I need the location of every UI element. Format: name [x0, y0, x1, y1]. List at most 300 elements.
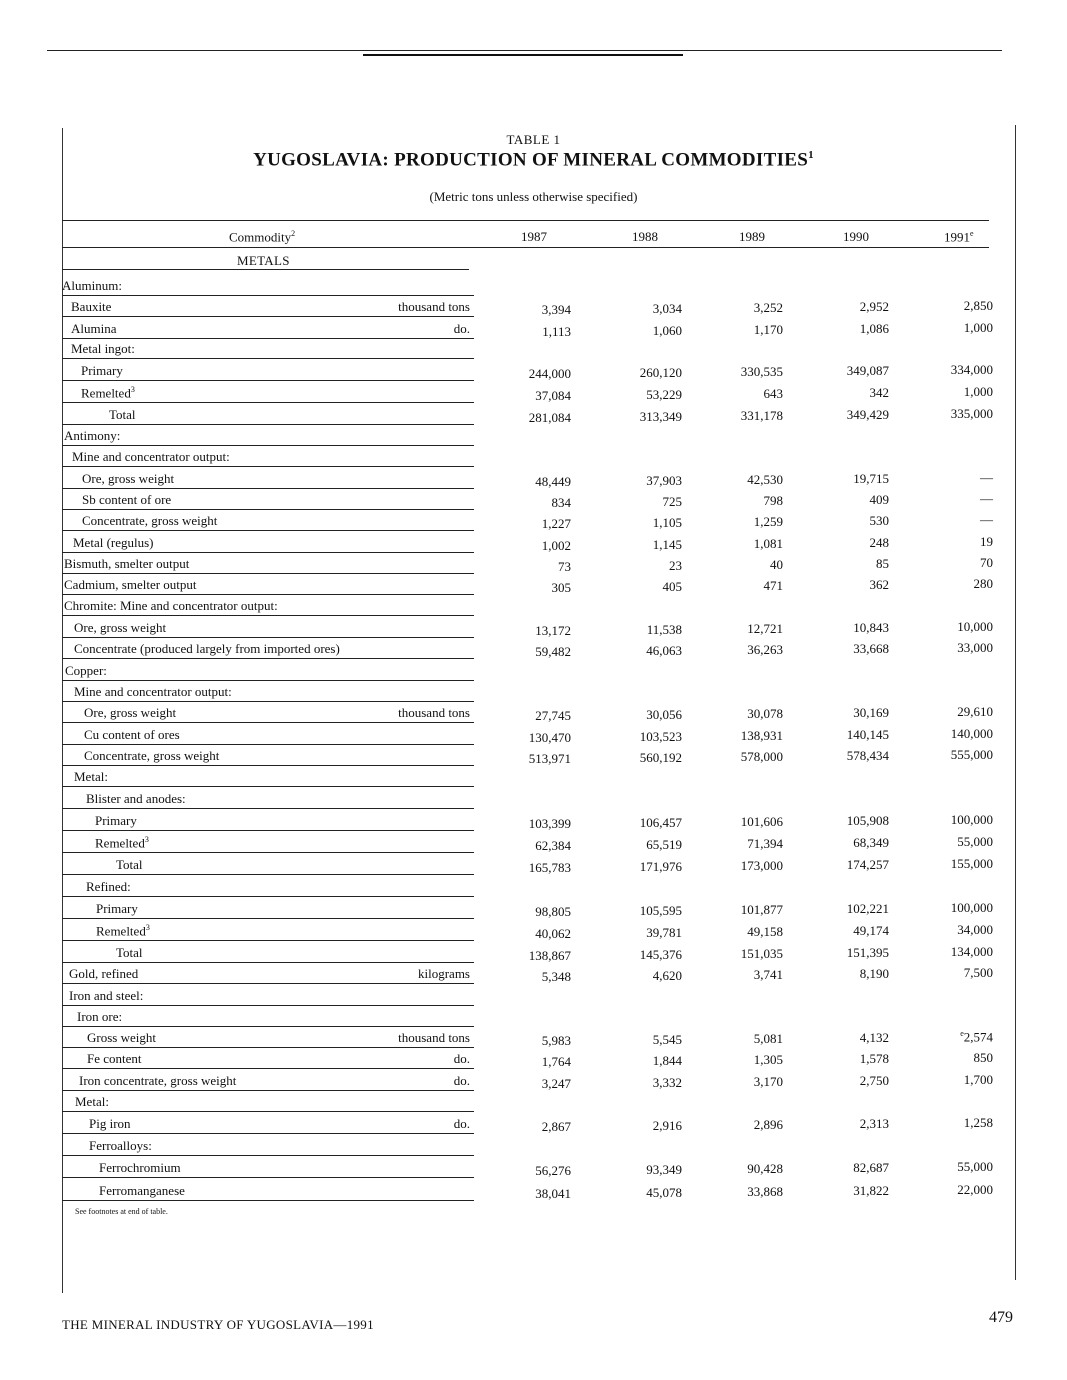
cell-1988 — [592, 707, 682, 723]
cell-value: 349,429 — [846, 407, 889, 422]
row-label-footnote: 3 — [130, 385, 135, 394]
table-row — [0, 510, 1067, 531]
cell-1987 — [481, 559, 571, 575]
cell-1990 — [799, 727, 889, 743]
row-label-footnote: 3 — [145, 923, 150, 932]
estimate-marker: e — [970, 229, 974, 238]
cell-value: 1,700 — [963, 1072, 993, 1087]
cell-value: 3,034 — [652, 301, 682, 316]
cell-1990 — [799, 641, 889, 657]
table-row — [0, 660, 1067, 681]
cell-1988 — [592, 409, 682, 425]
cell-1990 — [799, 945, 889, 961]
cell-1987 — [481, 1119, 571, 1135]
cell-value: 471 — [763, 578, 783, 593]
cell-value: 4,132 — [859, 1030, 889, 1045]
table-row — [0, 942, 1067, 963]
cell-1987 — [481, 644, 571, 660]
estimate-marker: e — [960, 1029, 964, 1038]
row-label — [82, 492, 171, 508]
cell-1991 — [903, 320, 993, 336]
row-rule — [62, 1111, 474, 1112]
cell-1989 — [693, 1031, 783, 1047]
cell-value: 165,783 — [528, 860, 571, 875]
cell-1987 — [481, 1054, 571, 1070]
cell-value: 29,610 — [957, 704, 993, 719]
cell-1988 — [592, 947, 682, 963]
cell-value: 2,952 — [859, 299, 889, 314]
cell-value: 5,348 — [541, 969, 571, 984]
cell-value: 5,545 — [652, 1032, 682, 1047]
row-label-text: Iron concentrate, gross weight — [79, 1073, 237, 1088]
cell-1988 — [592, 815, 682, 831]
cell-1988 — [592, 859, 682, 875]
cell-1987 — [481, 708, 571, 724]
cell-value: 33,000 — [957, 640, 993, 655]
cell-value: 62,384 — [535, 838, 571, 853]
cell-1989 — [693, 642, 783, 658]
cell-1987 — [481, 904, 571, 920]
row-label-text: Metal: — [74, 769, 108, 784]
row-label — [71, 321, 117, 337]
row-unit: thousand tons — [398, 705, 470, 720]
cell-value: 1,000 — [963, 320, 993, 335]
table-row — [0, 1006, 1067, 1027]
cell-value: 27,745 — [535, 708, 571, 723]
cell-value: — — [980, 470, 993, 485]
row-rule — [62, 852, 474, 853]
row-label — [81, 363, 123, 379]
cell-1990 — [799, 923, 889, 939]
row-label-text: Mine and concentrator output: — [74, 684, 232, 699]
cell-value: 330,535 — [740, 364, 783, 379]
cell-1988 — [592, 1032, 682, 1048]
row-rule — [62, 658, 474, 659]
commodity-header-label: Commodity — [229, 229, 292, 245]
cell-value: 36,263 — [747, 642, 783, 657]
cell-1989 — [693, 621, 783, 637]
row-label — [69, 988, 143, 1004]
cell-1989 — [693, 408, 783, 424]
cell-1991 — [903, 470, 993, 486]
cell-value: 405 — [662, 579, 682, 594]
cell-value: 46,063 — [646, 643, 682, 658]
cell-value: 19,715 — [853, 471, 889, 486]
cell-1991 — [903, 512, 993, 528]
running-footer: THE MINERAL INDUSTRY OF YUGOSLAVIA—1991 — [62, 1317, 374, 1332]
cell-value: 55,000 — [957, 834, 993, 849]
cell-value: 33,668 — [853, 641, 889, 656]
row-label-text: Ferroalloys: — [89, 1138, 152, 1153]
cell-value: 53,229 — [646, 387, 682, 402]
cell-1989 — [693, 364, 783, 380]
cell-1988 — [592, 323, 682, 339]
row-label-text: Concentrate, gross weight — [82, 513, 218, 528]
cell-1987 — [481, 926, 571, 942]
table-row — [0, 1070, 1067, 1091]
cell-value: 643 — [763, 386, 783, 401]
cell-1990 — [799, 835, 889, 851]
table-row — [0, 854, 1067, 875]
cell-1989 — [693, 1052, 783, 1068]
table-row — [0, 724, 1067, 745]
cell-value: 23 — [669, 558, 682, 573]
row-label — [95, 813, 137, 829]
cell-value: 151,395 — [846, 945, 889, 960]
row-label — [116, 857, 143, 873]
row-rule — [62, 615, 474, 616]
cell-value: 1,259 — [753, 514, 783, 529]
cell-value: 725 — [662, 494, 682, 509]
cell-1989 — [693, 1161, 783, 1177]
row-label-text: Chromite: Mine and concentrator output: — [64, 598, 278, 613]
cell-value: 3,394 — [541, 302, 571, 317]
row-label — [77, 1009, 122, 1025]
cell-value: 40,062 — [535, 926, 571, 941]
cell-value: 65,519 — [646, 837, 682, 852]
cell-1987 — [481, 388, 571, 404]
cell-value: — — [980, 491, 993, 506]
row-rule — [62, 874, 474, 875]
cell-value: 37,903 — [646, 473, 682, 488]
cell-value: 93,349 — [646, 1162, 682, 1177]
row-label — [74, 769, 108, 785]
cell-1989 — [693, 322, 783, 338]
row-label — [99, 1183, 185, 1199]
row-label-text: Concentrate (produced largely from imported ores) — [74, 641, 340, 656]
column-header-1990: 1990 — [843, 229, 869, 244]
cell-1987 — [481, 538, 571, 554]
cell-value: 85 — [876, 556, 889, 571]
table-row — [0, 920, 1067, 941]
row-label-text: Iron and steel: — [69, 988, 144, 1003]
cell-value: 578,434 — [846, 748, 889, 763]
row-label-text: Alumina — [71, 321, 117, 336]
cell-value: 59,482 — [535, 644, 571, 659]
row-label-text: Cadmium, smelter output — [64, 577, 197, 592]
table-row — [0, 1048, 1067, 1069]
cell-1991 — [903, 1072, 993, 1088]
row-rule — [62, 316, 474, 317]
cell-1988 — [592, 622, 682, 638]
cell-value: 103,523 — [639, 729, 682, 744]
table-row — [0, 681, 1067, 702]
cell-value: 45,078 — [646, 1185, 682, 1200]
table-row — [0, 1180, 1067, 1201]
cell-value: 2,867 — [541, 1119, 571, 1134]
cell-value: 106,457 — [639, 815, 682, 830]
cell-value: 4,620 — [652, 968, 682, 983]
cell-value: 5,081 — [753, 1031, 783, 1046]
cell-1991 — [903, 1029, 993, 1045]
row-label — [74, 641, 340, 657]
table-row — [0, 766, 1067, 787]
row-label — [64, 428, 120, 444]
row-label-text: Iron ore: — [77, 1009, 123, 1024]
cell-1989 — [693, 300, 783, 316]
row-label-text: Copper: — [65, 663, 107, 678]
row-rule — [62, 1200, 474, 1201]
cell-1988 — [592, 903, 682, 919]
cell-1988 — [592, 365, 682, 381]
cell-1987 — [481, 495, 571, 511]
cell-1987 — [481, 860, 571, 876]
column-header-commodity — [229, 229, 295, 245]
cell-1990 — [799, 901, 889, 917]
commodity-header-footnote: 2 — [291, 229, 296, 238]
cell-value: 100,000 — [950, 812, 993, 827]
row-label-text: Fe content — [87, 1051, 142, 1066]
cell-value: 2,574 — [963, 1029, 993, 1045]
row-rule — [62, 380, 474, 381]
row-label-text: Ferromanganese — [99, 1183, 185, 1198]
row-label — [116, 945, 143, 961]
row-label — [72, 449, 230, 465]
row-rule — [62, 896, 474, 897]
row-label-text: Refined: — [86, 879, 131, 894]
cell-value: 1,764 — [541, 1054, 571, 1069]
cell-value: 33,868 — [747, 1184, 783, 1199]
cell-1987 — [481, 838, 571, 854]
cell-1989 — [693, 386, 783, 402]
cell-1991 — [903, 726, 993, 742]
cell-1988 — [592, 494, 682, 510]
cell-value: 103,399 — [528, 816, 571, 831]
cell-1989 — [693, 557, 783, 573]
table-row — [0, 275, 1067, 296]
cell-1989 — [693, 902, 783, 918]
cell-1988 — [592, 558, 682, 574]
cell-value: 3,252 — [753, 300, 783, 315]
cell-1991 — [903, 834, 993, 850]
row-unit: thousand tons — [398, 299, 470, 314]
cell-value: 798 — [763, 493, 783, 508]
row-rule — [62, 1155, 474, 1156]
cell-value: 1,145 — [652, 537, 682, 552]
cell-1991 — [903, 362, 993, 378]
table-row — [0, 553, 1067, 574]
cell-1991 — [903, 900, 993, 916]
cell-1987 — [481, 1076, 571, 1092]
row-label-text: Metal: — [75, 1094, 109, 1109]
cell-value: 1,002 — [541, 538, 571, 553]
row-label-footnote: 3 — [144, 835, 149, 844]
row-label-text: Ore, gross weight — [74, 620, 167, 635]
row-unit: kilograms — [418, 966, 470, 981]
section-heading-metals: METALS — [237, 253, 290, 268]
cell-value: 134,000 — [950, 944, 993, 959]
cell-1990 — [799, 1030, 889, 1046]
cell-1989 — [693, 706, 783, 722]
row-unit: do. — [453, 1116, 470, 1131]
cell-value: 49,174 — [853, 923, 889, 938]
cell-1988 — [592, 537, 682, 553]
cell-value: 10,000 — [957, 619, 993, 634]
row-label — [96, 923, 150, 939]
cell-value: 55,000 — [957, 1159, 993, 1174]
cell-value: 56,276 — [535, 1163, 571, 1178]
cell-value: 1,086 — [859, 321, 889, 336]
cell-1989 — [693, 946, 783, 962]
row-label-text: Total — [116, 945, 143, 960]
cell-value: 130,470 — [528, 730, 571, 745]
row-label — [86, 879, 131, 895]
row-label — [75, 1094, 109, 1110]
cell-1989 — [693, 967, 783, 983]
cell-1987 — [481, 410, 571, 426]
cell-1988 — [592, 729, 682, 745]
cell-1991 — [903, 1115, 993, 1131]
row-label — [64, 598, 278, 614]
table-title — [0, 149, 1067, 171]
cell-value: 1,227 — [541, 516, 571, 531]
row-rule — [62, 530, 474, 531]
table-row — [0, 296, 1067, 317]
cell-value: 1,305 — [753, 1052, 783, 1067]
cell-value: 7,500 — [963, 965, 993, 980]
row-rule — [62, 830, 474, 831]
table-row — [0, 595, 1067, 616]
cell-1991 — [903, 704, 993, 720]
cell-value: — — [980, 512, 993, 527]
cell-1991 — [903, 298, 993, 314]
cell-1987 — [481, 623, 571, 639]
cell-value: 48,449 — [535, 474, 571, 489]
cell-1989 — [693, 728, 783, 744]
table-row — [0, 788, 1067, 809]
cell-1988 — [592, 750, 682, 766]
cell-1991 — [903, 576, 993, 592]
cell-value: 19 — [980, 534, 993, 549]
row-label — [74, 684, 232, 700]
cell-value: 140,000 — [950, 726, 993, 741]
cell-1991 — [903, 640, 993, 656]
cell-1987 — [481, 366, 571, 382]
footnote-reference: See footnotes at end of table. — [75, 1207, 168, 1216]
cell-value: 305 — [551, 580, 571, 595]
cell-1990 — [799, 556, 889, 572]
row-unit: thousand tons — [398, 1030, 470, 1045]
row-rule — [62, 466, 474, 467]
row-label-text: Gross weight — [87, 1030, 156, 1045]
row-label-text: Remelted — [95, 835, 145, 851]
cell-value: 260,120 — [639, 365, 682, 380]
row-label-text: Total — [109, 407, 136, 422]
cell-value: 37,084 — [535, 388, 571, 403]
cell-value: 101,606 — [740, 814, 783, 829]
row-label — [64, 556, 189, 572]
cell-value: 560,192 — [639, 750, 682, 765]
row-label-text: Concentrate, gross weight — [84, 748, 220, 763]
cell-value: 90,428 — [747, 1161, 783, 1176]
cell-value: 151,035 — [740, 946, 783, 961]
cell-1990 — [799, 577, 889, 593]
cell-1991 — [903, 534, 993, 550]
cell-1988 — [592, 925, 682, 941]
table-row — [0, 702, 1067, 723]
cell-value: 5,983 — [541, 1033, 571, 1048]
cell-1989 — [693, 1184, 783, 1200]
cell-1990 — [799, 492, 889, 508]
header-bottom-rule — [62, 247, 989, 248]
cell-value: 3,741 — [753, 967, 783, 982]
row-label-text: Mine and concentrator output: — [72, 449, 230, 464]
cell-value: 530 — [869, 513, 889, 528]
row-label — [89, 1116, 131, 1132]
cell-value: 73 — [558, 559, 571, 574]
cell-1988 — [592, 515, 682, 531]
cell-value: 30,078 — [747, 706, 783, 721]
cell-1991 — [903, 1159, 993, 1175]
table-row — [0, 638, 1067, 659]
row-label — [79, 1073, 236, 1089]
cell-value: 155,000 — [950, 856, 993, 871]
cell-1987 — [481, 1033, 571, 1049]
cell-1988 — [592, 579, 682, 595]
cell-value: 1,578 — [859, 1051, 889, 1066]
table-row — [0, 1113, 1067, 1134]
table-row — [0, 832, 1067, 853]
cell-value: 173,000 — [740, 858, 783, 873]
cell-1989 — [693, 749, 783, 765]
row-label — [109, 407, 136, 423]
column-header-1991 — [944, 229, 974, 245]
row-label-text: Remelted — [96, 923, 146, 939]
cell-value: 1,258 — [963, 1115, 993, 1130]
cell-value: 3,247 — [541, 1076, 571, 1091]
row-rule — [62, 1133, 474, 1134]
cell-1991 — [903, 406, 993, 422]
cell-value: 30,169 — [853, 705, 889, 720]
cell-value: 2,916 — [652, 1118, 682, 1133]
cell-1991 — [903, 1050, 993, 1066]
cell-1987 — [481, 969, 571, 985]
cell-value: 105,595 — [639, 903, 682, 918]
cell-value: 31,822 — [853, 1183, 889, 1198]
table-row — [0, 745, 1067, 766]
cell-value: 34,000 — [957, 922, 993, 937]
row-rule — [62, 1068, 474, 1069]
cell-1991 — [903, 747, 993, 763]
row-label-text: Antimony: — [64, 428, 121, 443]
cell-value: 1,113 — [542, 324, 571, 339]
cell-1990 — [799, 513, 889, 529]
cell-1987 — [481, 302, 571, 318]
column-header-1989: 1989 — [739, 229, 765, 244]
cell-1989 — [693, 858, 783, 874]
table-row — [0, 1135, 1067, 1156]
row-label-text: Primary — [95, 813, 137, 828]
row-label-text: Blister and anodes: — [86, 791, 186, 806]
cell-1990 — [799, 705, 889, 721]
cell-1991 — [903, 619, 993, 635]
row-label — [62, 278, 122, 294]
cell-value: 105,908 — [846, 813, 889, 828]
table-row — [0, 617, 1067, 638]
row-label-text: Metal (regulus) — [73, 535, 154, 550]
table-row — [0, 898, 1067, 919]
cell-value: 1,000 — [963, 384, 993, 399]
cell-value: 2,750 — [859, 1073, 889, 1088]
cell-1987 — [481, 730, 571, 746]
cell-1988 — [592, 1075, 682, 1091]
cell-1990 — [799, 1051, 889, 1067]
cell-1989 — [693, 924, 783, 940]
cell-value: 850 — [973, 1050, 993, 1065]
cell-value: 513,971 — [528, 751, 571, 766]
cell-1988 — [592, 387, 682, 403]
row-rule — [62, 722, 474, 723]
